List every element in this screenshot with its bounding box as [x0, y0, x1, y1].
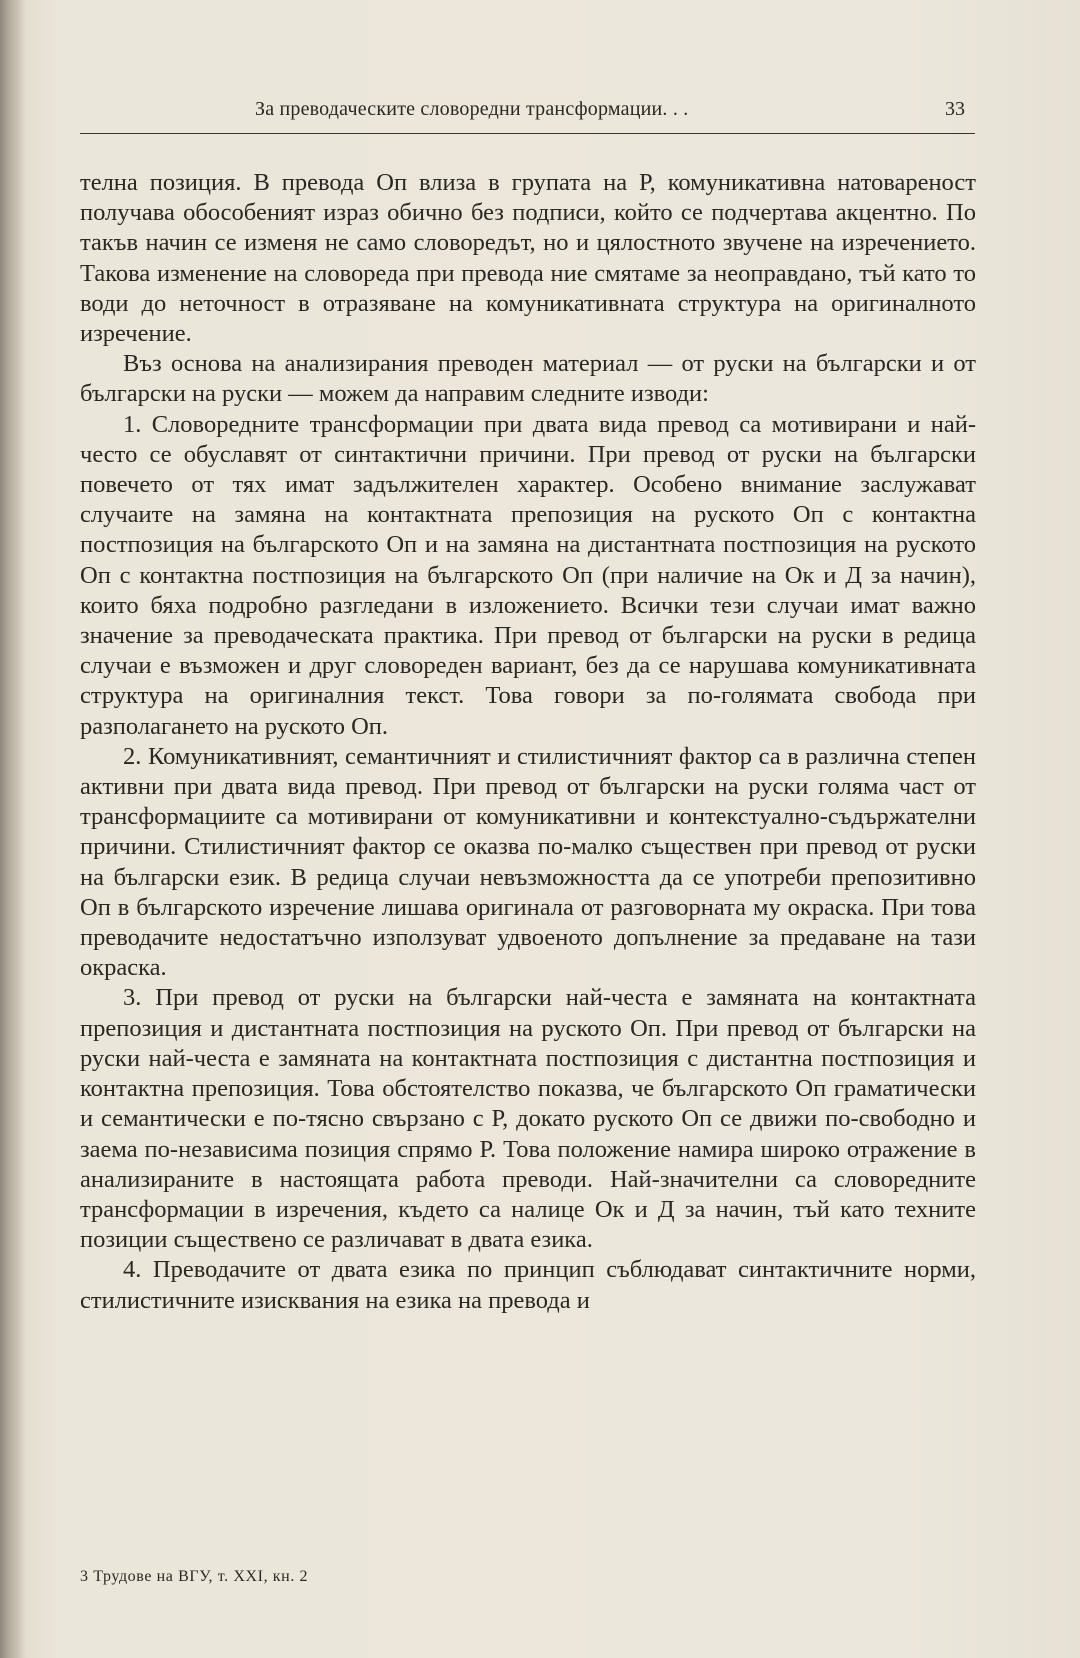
paragraph-continuation: телна позиция. В превода Оп влиза в групата на Р, комуникативна натовареност получава обособеният израз обично без подписи, който се подчертава акцентно. По такъв начин се изменя не само словоредът, но и цялостното звучене на изречението. Такова изменение на словореда при превода ние смятаме за неоправдано, тъй като то води до неточност в отразяване на комуникативната структура на оригиналното изречение. — [80, 169, 976, 348]
page-number: 33 — [945, 98, 965, 120]
body-text — [80, 168, 976, 1316]
paragraph-conclusion-2: 2. Комуникативният, семантичният и стилистичният фактор са в различна степен активни при двата вида превод. При превод от български на руски голяма част от трансформациите са мотивирани от комуникативни и контекстуално-съдържателни причини. Стилистичният фактор се оказва по-малко съществен при превод от руски на български език. В редица случаи невъзможността да се употреби препозитивно Оп в българското изречение лишава оригинала от разговорната му окраска. При това преводачите недостатъчно използуват удвоеното допълнение за предаване на тази окраска. — [80, 742, 976, 982]
paragraph-conclusions-intro: Въз основа на анализирания преводен материал — от руски на български и от български на руски — можем да направим следните изводи: — [80, 350, 976, 408]
page-header — [80, 94, 975, 136]
footer-signature: 3 Трудове на ВГУ, т. XXI, кн. 2 — [80, 1568, 309, 1585]
paragraph-conclusion-1: 1. Словоредните трансформации при двата вида превод са мотивирани и най-често се обуславят от синтактични причини. При превод от руски на български повечето от тях имат задължителен характер. Особено внимание заслужават случаите на замяна на контактната препозиция на руското Оп с контактна постпозиция на българското Оп и на замяна на дистантната постпозиция на руското Оп с контактна постпозиция на българското Оп (при наличие на Ок и Д за начин), които бяха подробно разгледани в изложението. Всички тези случаи имат важно значение за преводаческата практика. При превод от български на руски в редица случаи е възможен и друг словореден вариант, без да се нарушава комуникативната структура на оригиналния текст. Това говори за по-голямата свобода при разполагането на руското Оп. — [80, 410, 976, 740]
paragraph-conclusion-4: 4. Преводачите от двата езика по принцип съблюдават синтактичните норми, стилистичните изисквания на езика на превода и — [80, 1256, 976, 1314]
header-rule — [80, 133, 975, 134]
paragraph-conclusion-3: 3. При превод от руски на български най-честа е замяната на контактната препозиция и дистантната постпозиция на руското Оп. При превод от български на руски най-честа е замяната на контактната постпозиция с дистантна постпозиция и контактна препозиция. Това обстоятелство показва, че българското Оп граматически и семантически е по-тясно свързано с Р, докато руското Оп се движи по-свободно и заема по-независима позиция спрямо Р. Това положение намира широко отражение в анализираните в настоящата работа преводи. Най-значителни са словоредните трансформации в изречения, където са налице Ок и Д за начин, тъй като техните позиции съществено се различават в двата езика. — [80, 984, 976, 1254]
binding-shadow — [0, 0, 26, 1658]
running-title: За преводаческите словоредни трансформации. . . — [255, 98, 689, 120]
